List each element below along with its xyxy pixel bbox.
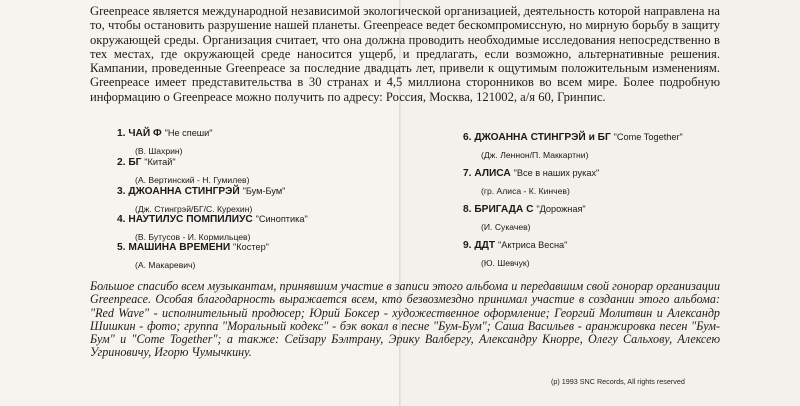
track-8 bbox=[463, 204, 586, 232]
track-number: 1. bbox=[117, 128, 126, 139]
track-credit: (В. Шахрин) bbox=[135, 146, 183, 156]
track-number: 9. bbox=[463, 240, 472, 251]
track-number: 4. bbox=[117, 214, 126, 225]
intro-line: к ощутимым положительным изменениям. Greenpeace имеет представительства в 30 странах и 4,5 миллиона bbox=[90, 61, 721, 90]
track-7 bbox=[463, 168, 599, 196]
track-title: "Китай" bbox=[144, 157, 176, 167]
greenpeace-intro bbox=[90, 4, 720, 104]
track-title: "Синоптика" bbox=[255, 214, 308, 224]
intro-line: Greenpeace является международной независимой экологической организацией, деятельность которой bbox=[90, 4, 641, 18]
track-credit: (В. Бутусов - И. Кормильцев) bbox=[135, 232, 251, 242]
track-title: "Не спеши" bbox=[164, 128, 213, 138]
track-title: "Дорожная" bbox=[536, 204, 586, 214]
track-credit: (А. Вертинский - Н. Гумилев) bbox=[135, 175, 250, 185]
track-5 bbox=[117, 242, 269, 270]
track-number: 7. bbox=[463, 168, 472, 179]
track-artist: ЧАЙ Ф bbox=[128, 128, 162, 139]
thanks-line: Чумычкину. bbox=[191, 345, 252, 360]
thanks-line: Большое спасибо всем музыкантам, принявшим участие в записи этого альбома и передавшим свой bbox=[90, 279, 609, 293]
intro-line: направлена на то, чтобы остановить разрушение нашей планеты. Greenpeace ведет бескомпромиссную, но bbox=[90, 4, 720, 33]
track-artist: БРИГАДА С bbox=[474, 204, 534, 215]
track-credit: (Дж. Стингрэй/БГ/С. Курехин) bbox=[135, 204, 253, 214]
track-artist: АЛИСА bbox=[474, 168, 511, 179]
track-artist: ДДТ bbox=[474, 240, 496, 251]
track-4 bbox=[117, 214, 308, 242]
intro-line: Москва, 121002, а/я 60, Гринпис. bbox=[429, 89, 606, 104]
track-credit: (И. Сукачев) bbox=[481, 222, 531, 232]
track-credit: (Дж. Леннон/П. Маккартни) bbox=[481, 150, 589, 160]
track-artist: ДЖОАННА СТИНГРЭЙ bbox=[128, 186, 240, 197]
track-artist: БГ bbox=[128, 157, 142, 168]
track-credit: (Ю. Шевчук) bbox=[481, 258, 530, 268]
thanks-line: участие в создании этого альбома: "Red Wave" - исполнительный продюсер; Юрий Боксер - bbox=[90, 292, 720, 320]
track-credit: (гр. Алиса - К. Кинчев) bbox=[481, 186, 570, 196]
intro-line: мирную борьбу в защиту окружающей среды. Организация считает, что она должна проводить необходимые bbox=[90, 18, 720, 47]
intro-line: сторонников во всем мире. Более подробную информацию о Greenpeace можно получить по адресу: Россия, bbox=[90, 75, 720, 104]
track-title: "Бум-Бум" bbox=[242, 186, 286, 196]
track-credit: (А. Макаревич) bbox=[135, 260, 196, 270]
track-artist: НАУТИЛУС ПОМПИЛИУС bbox=[128, 214, 253, 225]
track-2 bbox=[117, 157, 249, 185]
track-number: 8. bbox=[463, 204, 472, 215]
track-number: 5. bbox=[117, 242, 126, 253]
track-3 bbox=[117, 186, 285, 214]
acknowledgements bbox=[90, 280, 720, 360]
track-title: "Все в наших руках" bbox=[513, 168, 600, 178]
track-artist: ДЖОАННА СТИНГРЭЙ и БГ bbox=[474, 132, 611, 143]
track-number: 6. bbox=[463, 132, 472, 143]
track-number: 2. bbox=[117, 157, 126, 168]
track-9 bbox=[463, 240, 567, 268]
intro-line: исследования непосредственно в тех местах, где окружающей среде наносится ущерб, и предлагать, если bbox=[90, 32, 720, 61]
track-title: "Come Together" bbox=[613, 132, 683, 142]
thanks-line: - бэк вокал в песне "Бум-Бум"; Саша Васильев - аранжировка песен "Бум-Бум" и "Come Together"; а также: bbox=[90, 318, 721, 347]
thanks-line: художественное оформление; Георгий Молитвин и Александр Шишкин - фото; группа "Моральный кодекс" bbox=[90, 305, 720, 333]
thanks-line: Сейзару Бэлтрану, Эрику Валбергу, Александру Кнорре, Олегу Сальхову, Алексею Угриновичу, Игорю bbox=[90, 332, 720, 360]
copyright-notice: (p) 1993 SNC Records, All rights reserved bbox=[551, 377, 685, 386]
track-title: "Костер" bbox=[233, 242, 269, 252]
intro-line: возможно, альтернативные решения. Кампании, проведенные Greenpeace за последние двадцать лет, привели bbox=[90, 46, 720, 76]
track-number: 3. bbox=[117, 186, 126, 197]
track-artist: МАШИНА ВРЕМЕНИ bbox=[128, 242, 231, 253]
track-1 bbox=[117, 128, 213, 156]
thanks-line: гонорар организации Greenpeace. Особая благодарность выражается всем, кто безвозмездно принимал bbox=[90, 279, 721, 307]
track-title: "Актриса Весна" bbox=[497, 240, 568, 250]
track-6 bbox=[463, 132, 683, 160]
